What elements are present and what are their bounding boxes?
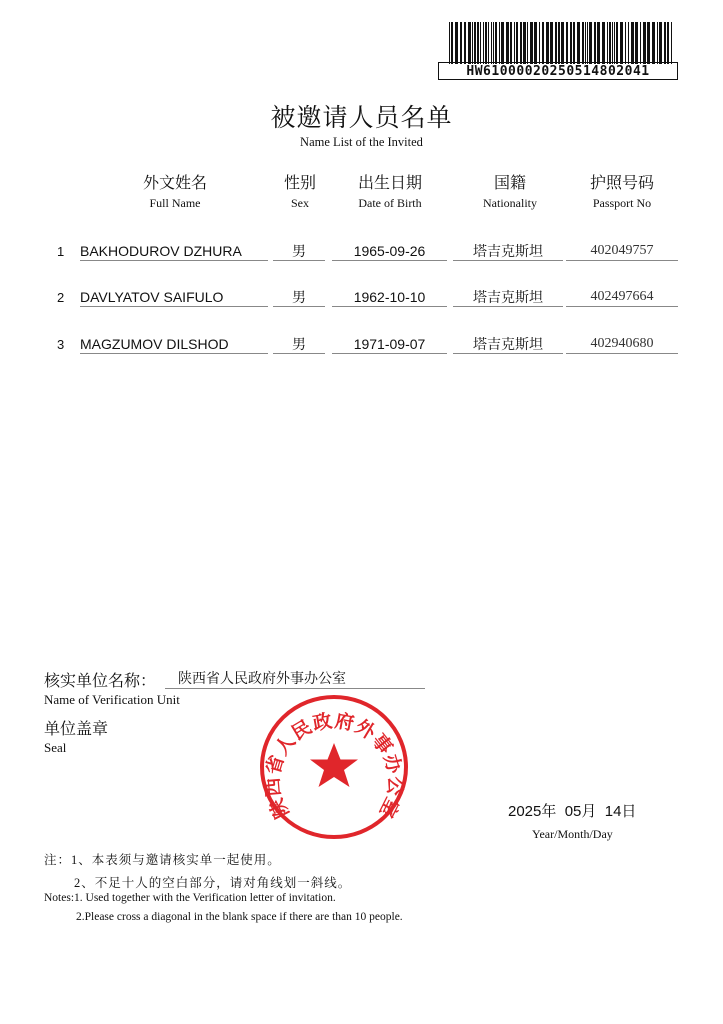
cell-sex: 男 xyxy=(273,242,325,261)
note-en-2: 2.Please cross a diagonal in the blank space if there are than 10 people. xyxy=(76,911,403,923)
seal-label-en: Seal xyxy=(44,740,67,755)
page-title: 被邀请人员名单 xyxy=(270,104,453,132)
cell-nationality: 塔吉克斯坦 xyxy=(453,242,563,261)
column-header-passport: 护照号码 xyxy=(589,175,654,192)
seal-label: 单位盖章 xyxy=(44,721,109,738)
note-cn-1: 注：1、本表须与邀请核实单一起使用。 xyxy=(44,853,281,867)
verification-unit-value: 陕西省人民政府外事办公室 xyxy=(165,668,425,689)
cell-nationality: 塔吉克斯坦 xyxy=(453,335,563,354)
cell-date-of-birth: 1965-09-26 xyxy=(332,242,447,261)
column-header-name-en: Full Name xyxy=(149,196,201,210)
cell-passport-no: 402497664 xyxy=(566,288,678,307)
official-seal-stamp xyxy=(258,693,410,841)
cell-sex: 男 xyxy=(273,288,325,307)
verification-unit-label: 核实单位名称： xyxy=(44,673,157,690)
row-number: 2 xyxy=(57,290,65,305)
column-header-name: 外文姓名 xyxy=(142,175,207,192)
page-subtitle: Name List of the Invited xyxy=(300,135,423,149)
barcode xyxy=(449,22,673,64)
column-header-sex-en: Sex xyxy=(291,196,309,210)
column-header-passport-en: Passport No xyxy=(592,196,652,210)
column-header-nationality-en: Nationality xyxy=(483,196,537,210)
barcode-number: HW61000020250514802041 xyxy=(438,62,678,80)
column-header-sex: 性别 xyxy=(283,175,316,192)
cell-date-of-birth: 1971-09-07 xyxy=(332,335,447,354)
cell-full-name: DAVLYATOV SAIFULO xyxy=(80,288,268,307)
cell-date-of-birth: 1962-10-10 xyxy=(332,288,447,307)
cell-full-name: MAGZUMOV DILSHOD xyxy=(80,335,268,354)
cell-nationality: 塔吉克斯坦 xyxy=(453,288,563,307)
note-cn-2: 2、不足十人的空白部分，请对角线划一斜线。 xyxy=(74,876,352,890)
note-en-1: Notes:1. Used together with the Verification letter of invitation. xyxy=(44,892,336,904)
cell-sex: 男 xyxy=(273,335,325,354)
cell-full-name: BAKHODUROV DZHURA xyxy=(80,242,268,261)
svg-text:陕西省人民政府外事办公室: 陕西省人民政府外事办公室 xyxy=(261,709,407,822)
cell-passport-no: 402049757 xyxy=(566,242,678,261)
issue-date-label: Year/Month/Day xyxy=(532,827,613,841)
star-icon xyxy=(310,743,358,787)
column-header-dob-en: Date of Birth xyxy=(358,196,422,210)
cell-passport-no: 402940680 xyxy=(566,335,678,354)
row-number: 3 xyxy=(57,337,65,352)
verification-unit-label-en: Name of Verification Unit xyxy=(44,692,180,707)
column-header-dob: 出生日期 xyxy=(357,175,422,192)
column-header-nationality: 国籍 xyxy=(493,175,526,192)
issue-date: 2025年 05月 14日 xyxy=(508,803,637,820)
row-number: 1 xyxy=(57,244,65,259)
